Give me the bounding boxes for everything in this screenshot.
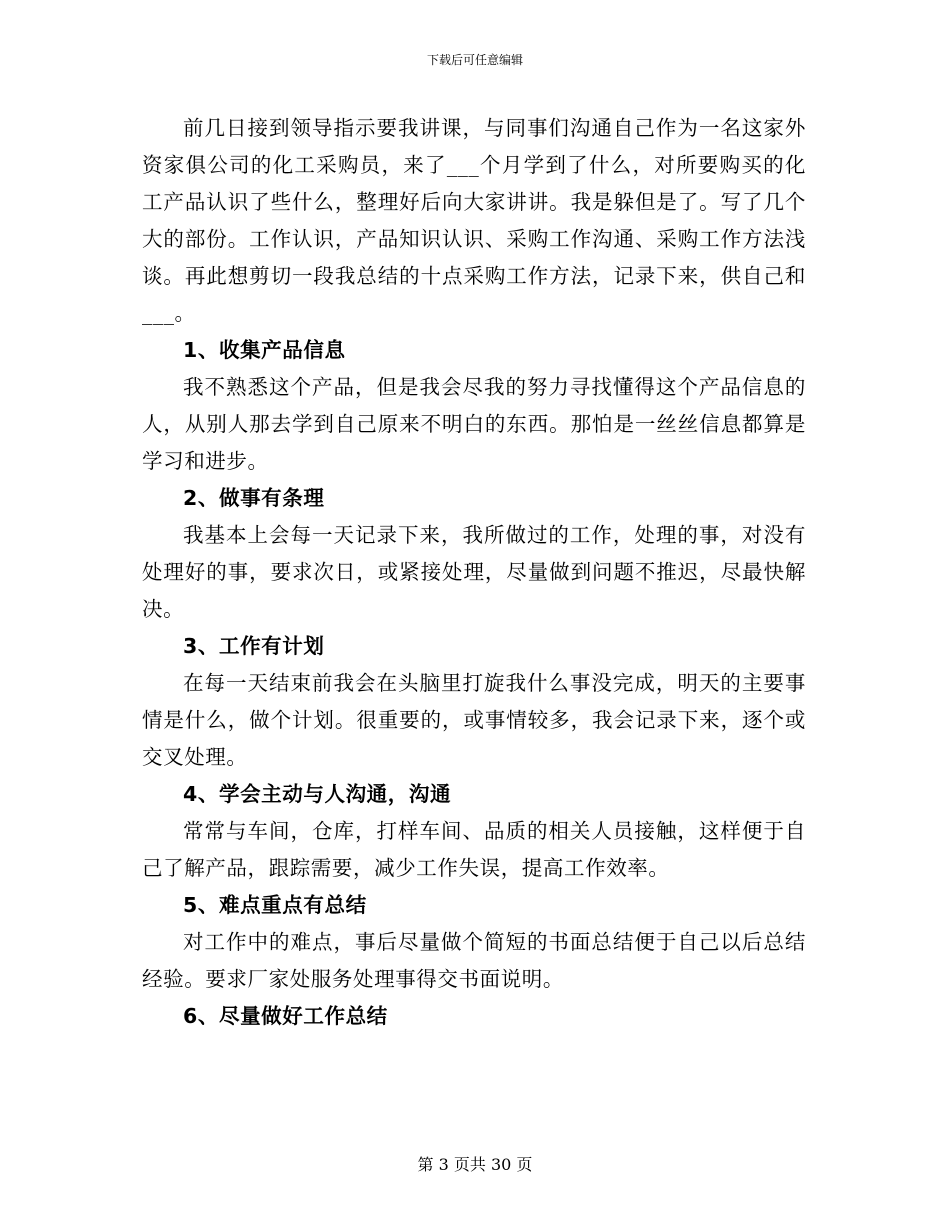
section-heading-4: 4、学会主动与人沟通，沟通 <box>183 782 452 806</box>
page-header: 下载后可任意编辑 <box>426 53 523 67</box>
section-body-3: 在每一天结束前我会在头脑里打旋我什么事没完成，明天的主要事情是什么，做个计划。很重要的，或事情较多，我会记录下来，逐个或交叉处理。 <box>142 671 806 769</box>
page-number: 第 3 页共 30 页 <box>417 1155 533 1174</box>
section-body-2: 我基本上会每一天记录下来，我所做过的工作，处理的事，对没有处理好的事，要求次日，或紧接处理，尽量做到问题不推迟，尽最快解决。 <box>142 523 806 621</box>
section-body-4: 常常与车间，仓库，打样车间、品质的相关人员接触，这样便于自己了解产品，跟踪需要，减少工作失误，提高工作效率。 <box>142 819 806 880</box>
section-heading-2: 2、做事有条理 <box>183 486 325 510</box>
section-heading-5: 5、难点重点有总结 <box>183 893 367 917</box>
section-heading-1: 1、收集产品信息 <box>183 338 346 362</box>
section-body-1: 我不熟悉这个产品，但是我会尽我的努力寻找懂得这个产品信息的人，从别人那去学到自己原来不明白的东西。那怕是一丝丝信息都算是学习和进步。 <box>142 375 806 473</box>
document-body <box>142 110 806 1035</box>
section-body-5: 对工作中的难点，事后尽量做个简短的书面总结便于自己以后总结经验。要求厂家处服务处理事得交书面说明。 <box>142 930 806 991</box>
section-heading-3: 3、工作有计划 <box>183 634 325 658</box>
section-heading-6: 6、尽量做好工作总结 <box>183 1004 388 1028</box>
intro-paragraph: 前几日接到领导指示要我讲课，与同事们沟通自己作为一名这家外资家俱公司的化工采购员，来了___个月学到了什么，对所要购买的化工产品认识了些什么，整理好后向大家讲讲。我是躲但是了。写了几个大的部份。工作认识，产品知识认识、采购工作沟通、采购工作方法浅谈。再此想剪切一段我总结的十点采购工作方法，记录下来，供自己和___。 <box>142 116 806 325</box>
